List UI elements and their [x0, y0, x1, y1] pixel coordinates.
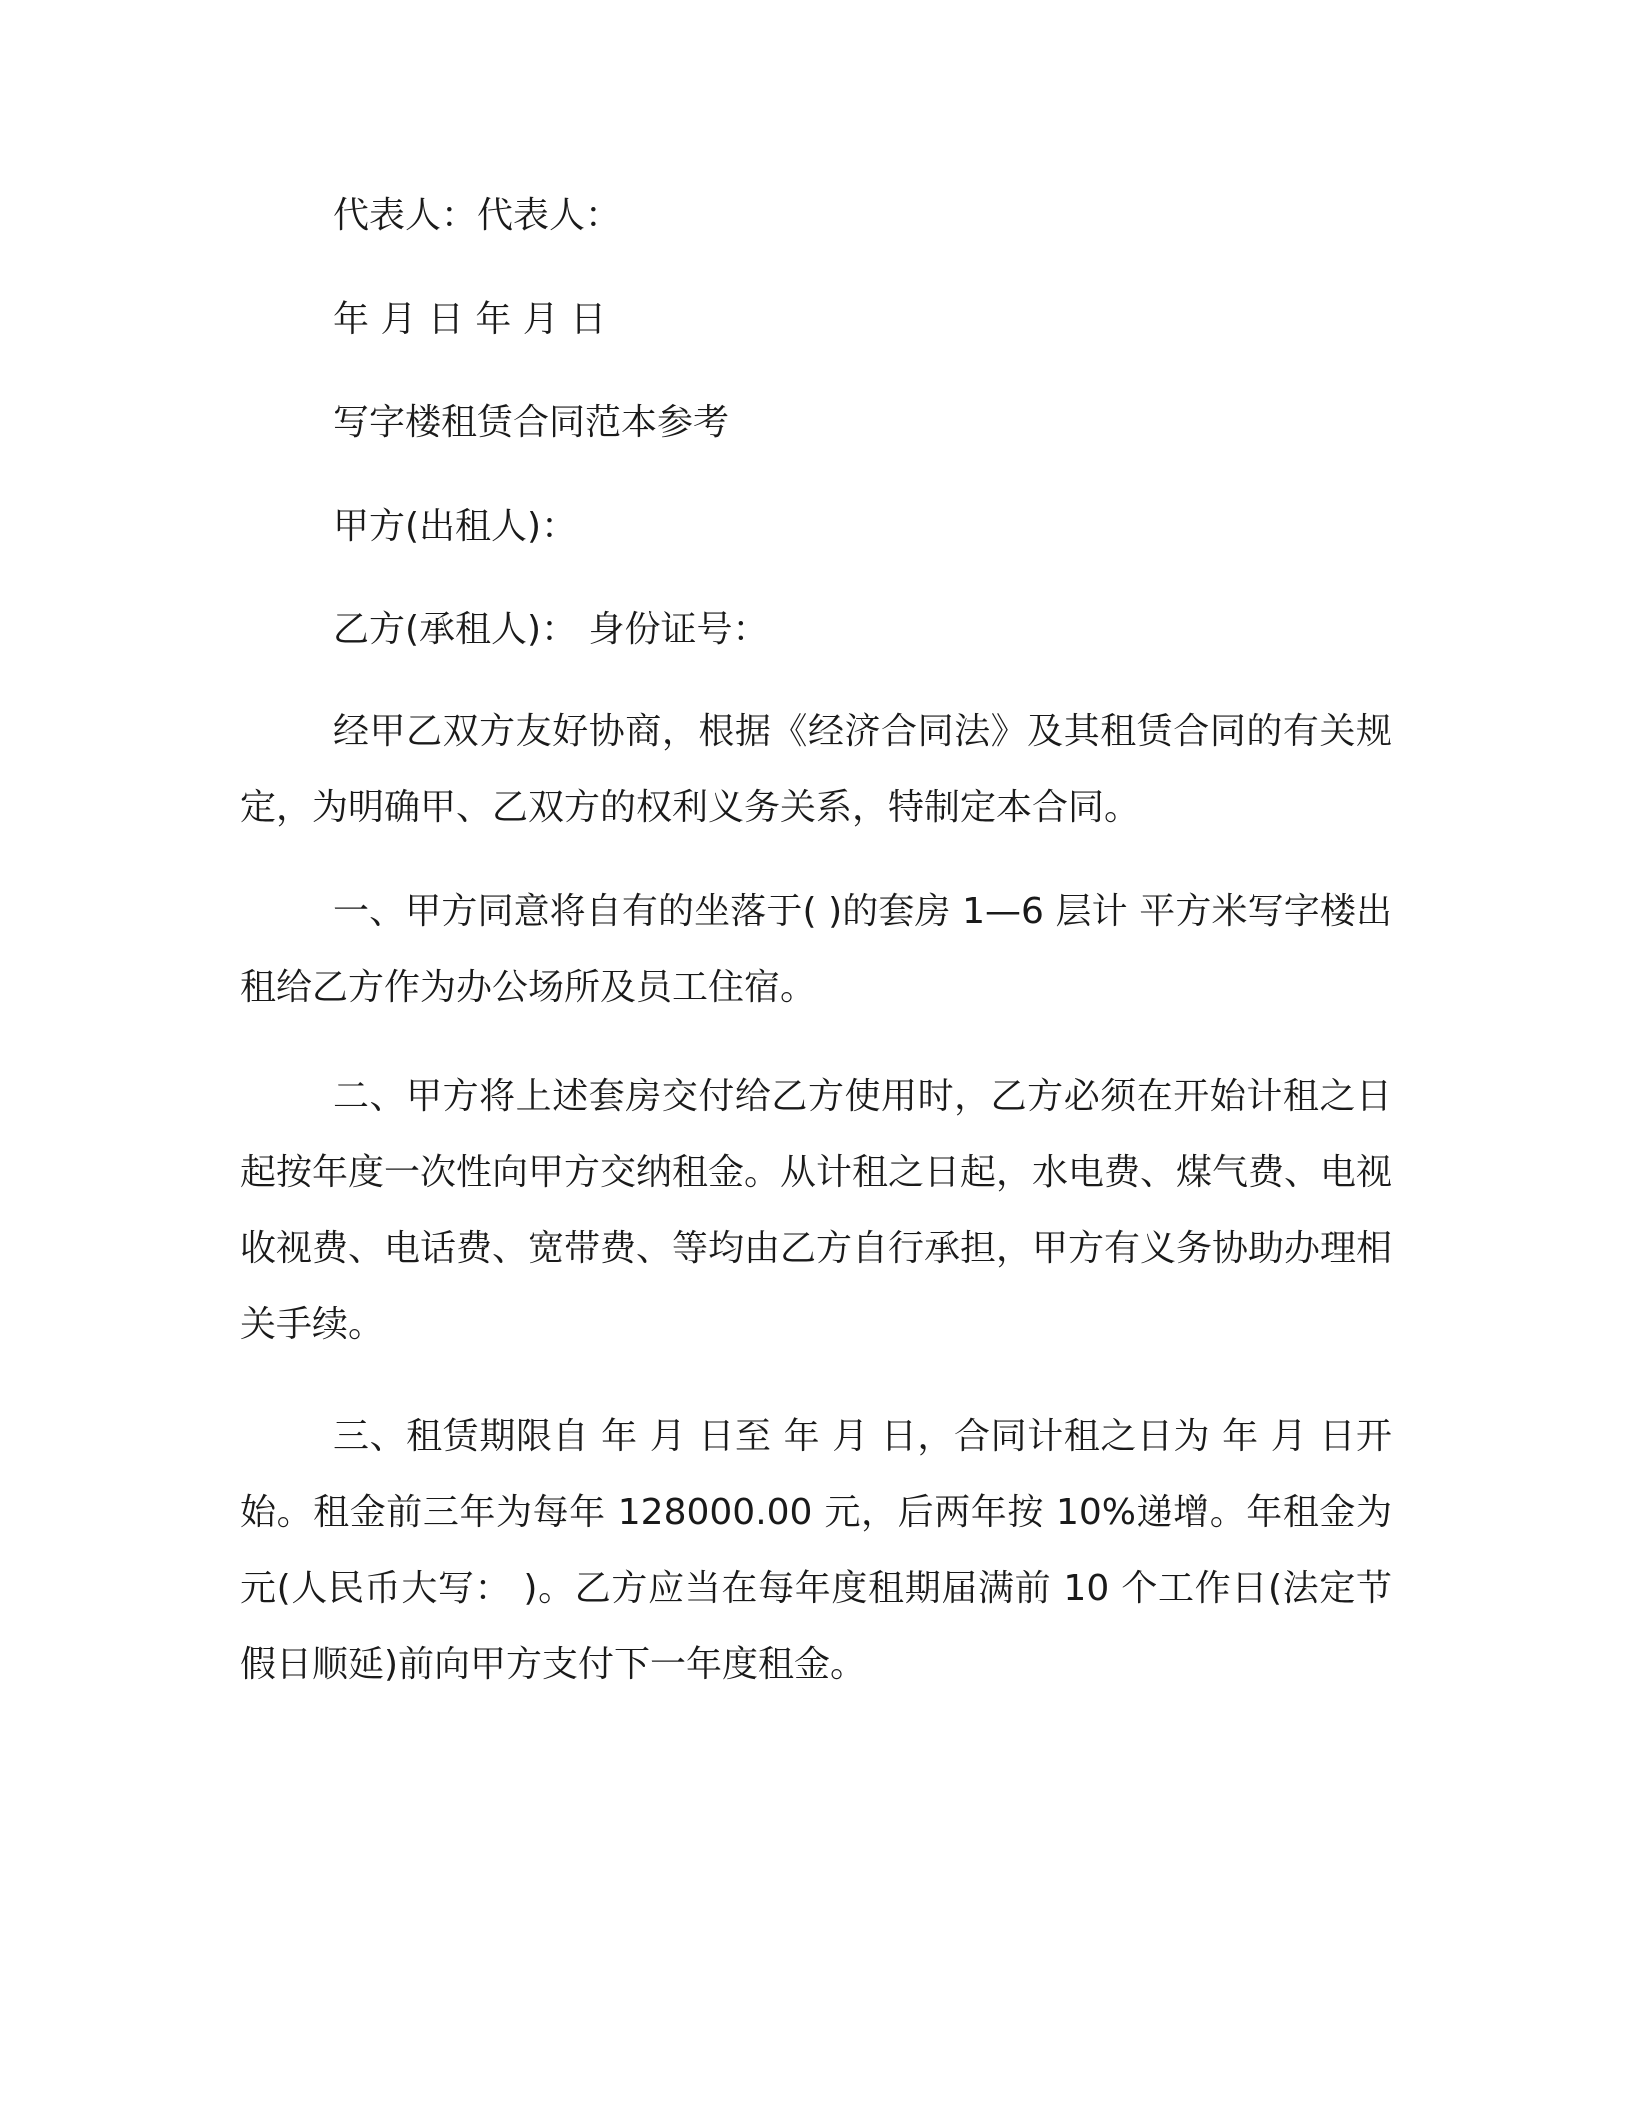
intro-paragraph: 经甲乙双方友好协商，根据《经济合同法》及其租赁合同的有关规定，为明确甲、乙双方的权利义务关系，特制定本合同。 — [240, 711, 1392, 828]
representative-line: 代表人：代表人： — [333, 195, 622, 236]
clause-3-paragraph: 三、租赁期限自 年 月 日至 年 月 日，合同计租之日为 年 月 日开始。租金前三年为每年 128000.00 元，后两年按 10%递增。年租金为 元(人民币大写： )。乙方应当在每年度租期届满前 10 个工作日(法定节假日顺延)前向甲方支付下一年度租金。 — [240, 1416, 1392, 1685]
document-title: 写字楼租赁合同范本参考 — [333, 402, 730, 443]
clause-1-paragraph: 一、甲方同意将自有的坐落于( )的套房 1—6 层计 平方米写字楼出租给乙方作为办公场所及员工住宿。 — [240, 891, 1392, 1008]
party-a-line: 甲方(出租人)： — [333, 506, 578, 547]
party-b-line: 乙方(承租人)： 身份证号： — [333, 609, 769, 650]
date-line: 年 月 日 年 月 日 — [333, 299, 607, 340]
clause-2-paragraph: 二、甲方将上述套房交付给乙方使用时，乙方必须在开始计租之日起按年度一次性向甲方交纳租金。从计租之日起，水电费、煤气费、电视收视费、电话费、宽带费、等均由乙方自行承担，甲方有义务协助办理相关手续。 — [240, 1076, 1393, 1345]
